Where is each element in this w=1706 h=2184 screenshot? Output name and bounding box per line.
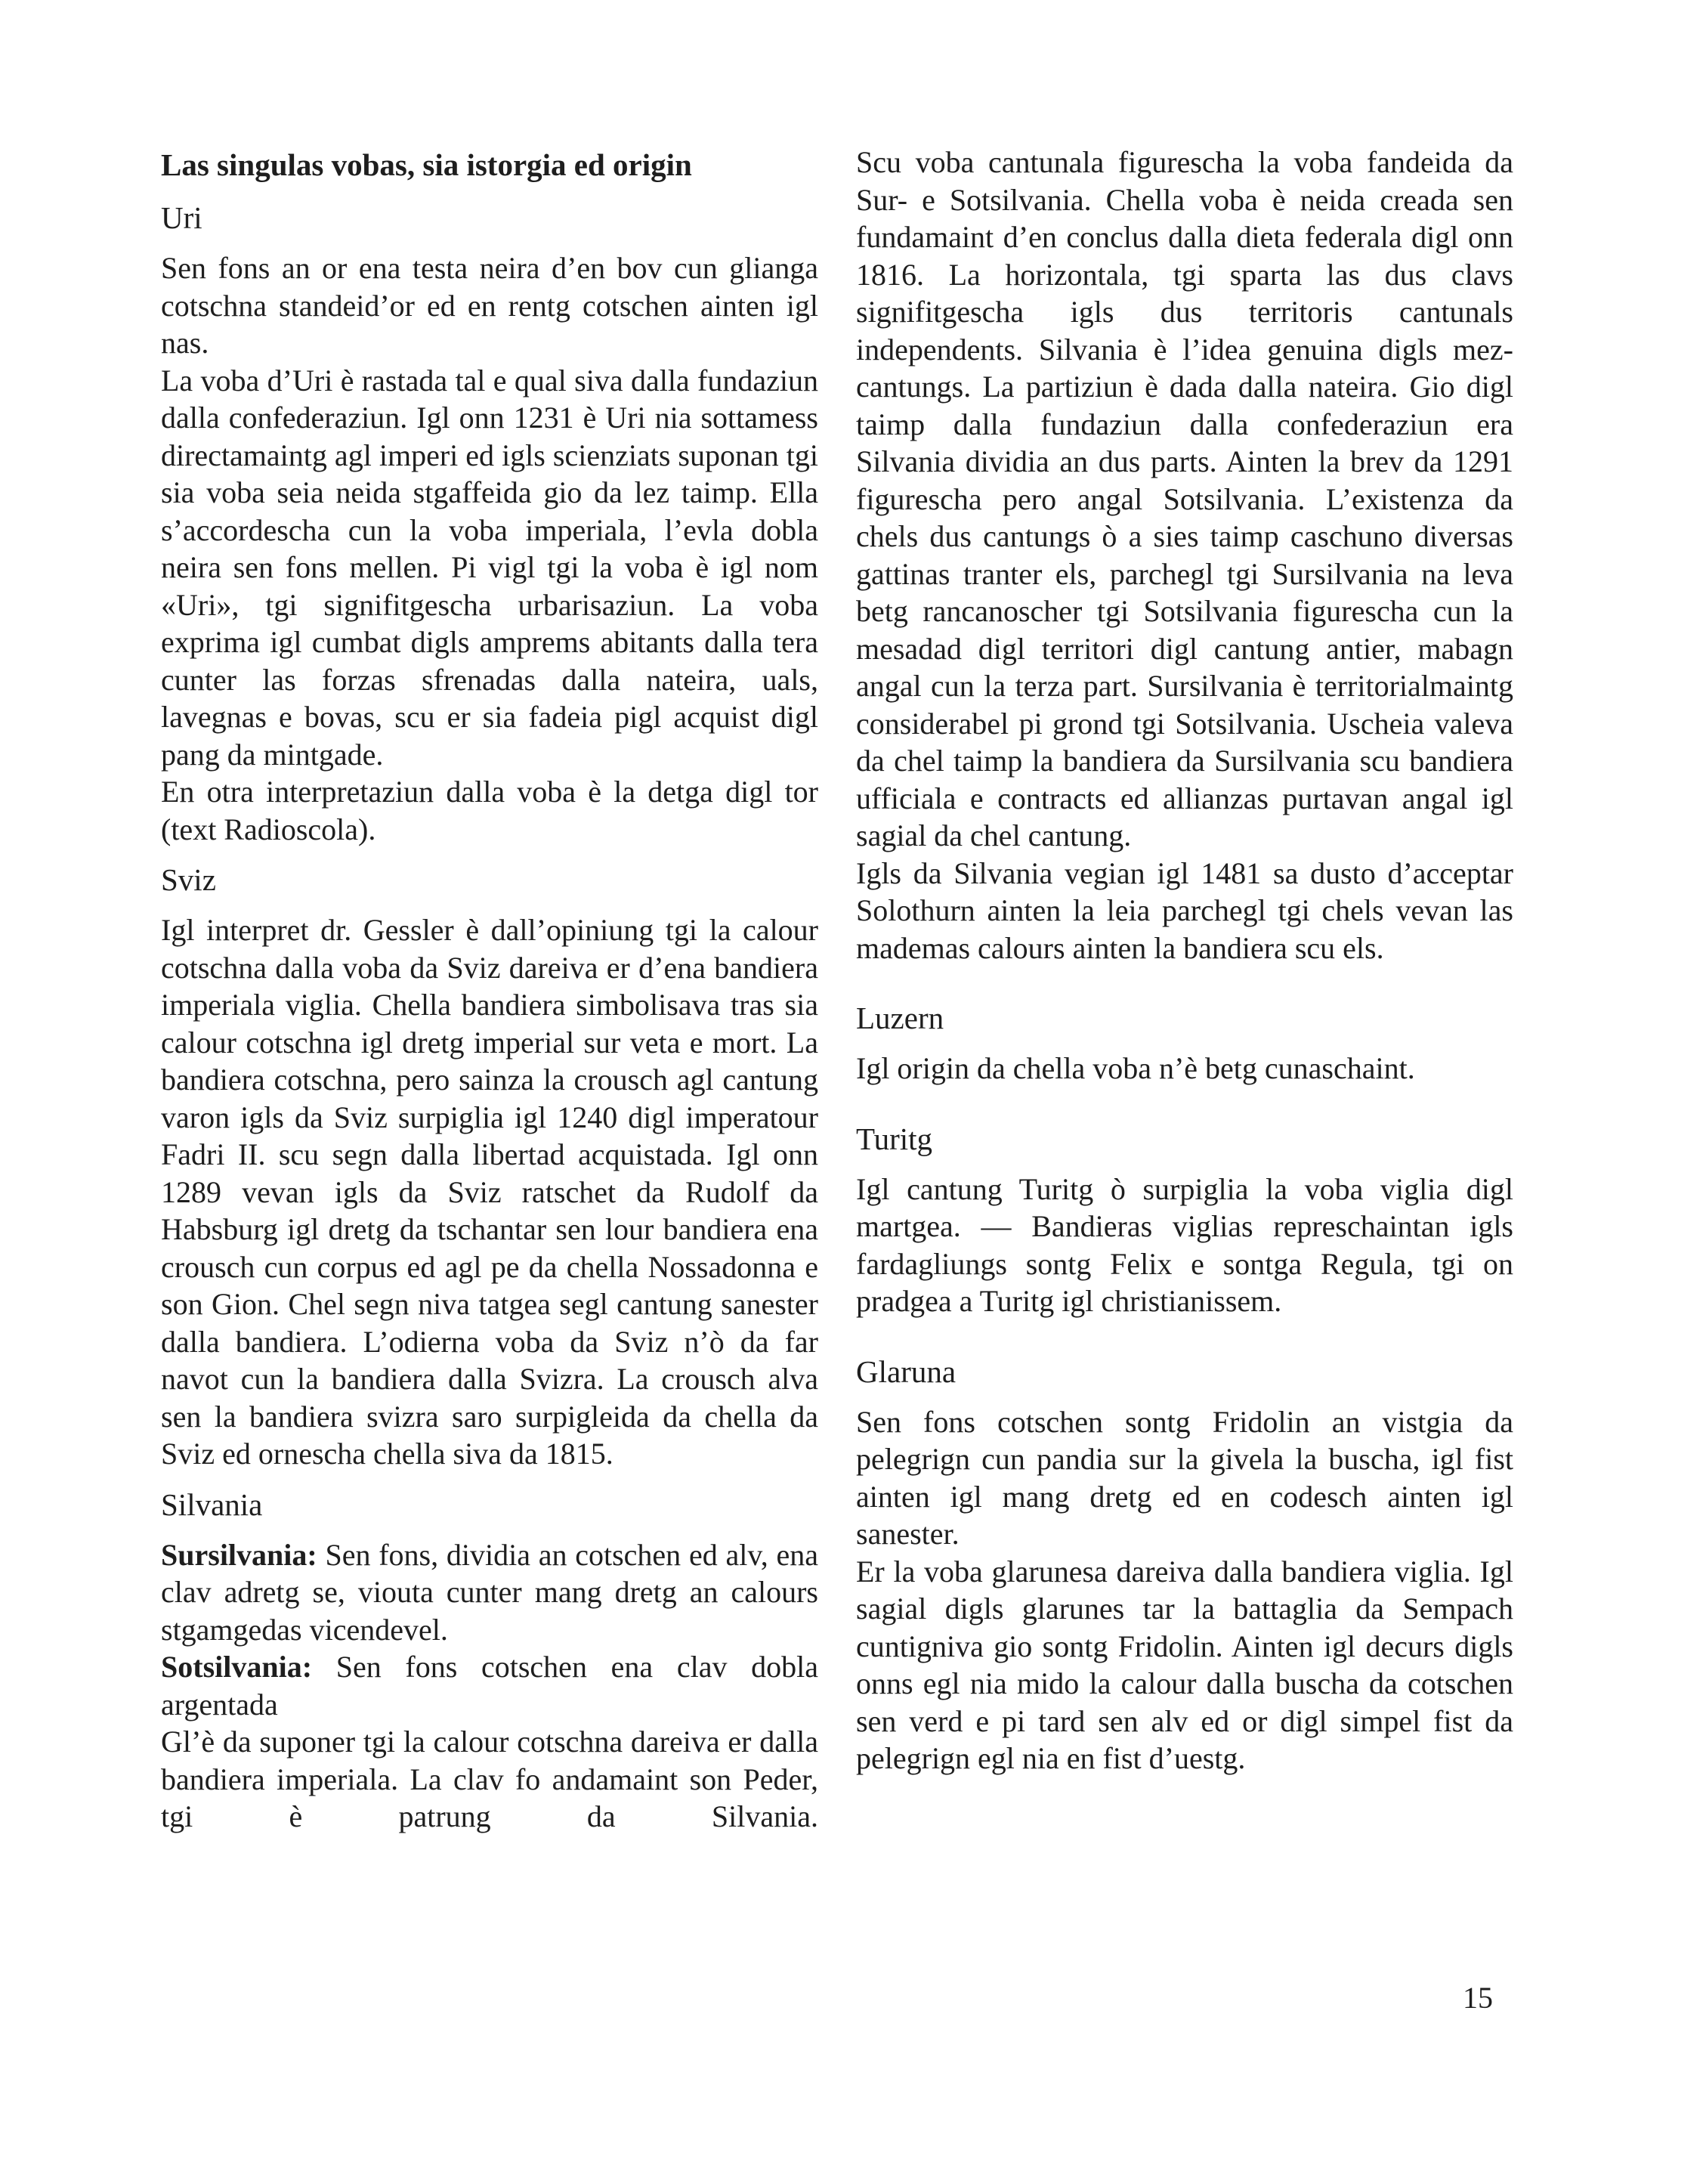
sotsilvania-text: Sen fons cotschen ena clav dobla argentada — [161, 1650, 818, 1722]
paragraph: Gl’è da suponer tgi la calour cotschna dareiva er dalla bandiera imperiala. La clav fo andamaint son Peder, tgi è patrung da Silvania. — [161, 1725, 818, 1833]
sursilvania-label: Sursilvania: — [161, 1537, 317, 1572]
right-column — [856, 144, 1513, 1777]
left-column — [161, 144, 818, 1836]
section-heading-glaruna: Glaruna — [856, 1353, 957, 1389]
section-heading-turitg: Turitg — [856, 1121, 933, 1156]
paragraph: Er la voba glarunesa dareiva dalla bandiera viglia. Igl sagial digls glarunes tar la battaglia da Sempach cuntigniva gio sontg Fridolin. Ainten igl decurs digls onns egl nia mido la calour dalla buscha da cotschen sen verd e pi tard sen alv ed or digl simpel fist da pelegrign egl nia en fist d’uestg. — [856, 1554, 1513, 1775]
sotsilvania-label: Sotsilvania: — [161, 1650, 313, 1684]
paragraph-sursilvania — [161, 1536, 818, 1649]
paragraph: Igls da Silvania vegian igl 1481 sa dusto d’acceptar Solothurn ainten la leia parchegl tgi chels vevan las mademas calours ainten la bandiera scu els. — [856, 855, 1513, 965]
section-heading-luzern: Luzern — [856, 1001, 944, 1035]
paragraph: Igl cantung Turitg ò surpiglia la voba viglia digl martgea. — Bandieras viglias represchaintan igls fardagliungs sontg Felix e sontga Regula, tgi on pradgea a Turitg igl christianissem. — [856, 1171, 1513, 1318]
section-heading-silvania: Silvania — [161, 1486, 263, 1522]
paragraph: Igl interpret dr. Gessler è dall’opiniung tgi la calour cotschna dalla voba da Sviz dareiva er d’ena bandiera imperiala viglia. Chella bandiera simbolisava tras sia calour cotschna igl dretg imperial sur veta e mort. La bandiera cotschna, pero sainza la crousch agl cantung varon igls da Sviz surpiglia igl 1240 digl imperatour Fadri II. scu segn dalla libertad acquistada. Igl onn 1289 vevan igls da Sviz ratschet da Rudolf da Habsburg igl dretg da tschantar sen lour bandiera ena crousch cun corpus ed agl pe da chella Nossadonna e son Gion. Chel segn niva tatgea segl cantung sanester dalla bandiera. L’odierna voba da Sviz n’ò da far navot cun la bandiera dalla Svizra. La crousch alva sen la bandiera svizra saro surpigleida da chella da Sviz ed ornescha chella siva da 1815. — [161, 913, 818, 1471]
page-title: Las singulas vobas, sia istorgia ed origin — [161, 147, 692, 182]
paragraph: Igl origin da chella voba n’è betg cunaschaint. — [856, 1051, 1415, 1085]
page-number: 15 — [1463, 1981, 1493, 2015]
paragraph: Sen fons an or ena testa neira d’en bov cun glianga cotschna standeid’or ed en rentg cotschen ainten igl nas. — [161, 251, 818, 360]
paragraph: Sen fons cotschen sontg Fridolin an vistgia da pelegrign cun pandia sur la givela la buscha, igl fist ainten igl mang dretg ed en codesch ainten igl sanester. — [856, 1404, 1513, 1551]
section-heading-sviz: Sviz — [161, 862, 216, 897]
paragraph: La voba d’Uri è rastada tal e qual siva dalla fundaziun dalla confederaziun. Igl onn 1231 è Uri nia sottamess directamaintg agl imperi ed igls scienziats suponan tgi sia voba seia neida stgaffeida gio da lez taimp. Ella s’accordescha cun la voba imperiala, l’evla dobla neira sen fons mellen. Pi vigl tgi la voba è igl nom «Uri», tgi signifitgescha urbarisaziun. La voba exprima igl cumbat digls amprems abitants dalla tera cunter las forzas sfrenadas dalla nateira, uals, lavegnas e bovas, scu er sia fadeia pigl acquist digl pang da mintgade. — [161, 363, 818, 772]
paragraph-sotsilvania — [161, 1648, 818, 1723]
sursilvania-text: Sen fons, dividia an cotschen ed alv, ena clav adretg se, viouta cunter mang dretg an calours stgamgedas vicendevel. — [161, 1537, 818, 1647]
paragraph: En otra interpretaziun dalla voba è la detga digl tor (text Radioscola). — [161, 775, 818, 846]
section-heading-uri: Uri — [161, 200, 202, 235]
paragraph: Scu voba cantunala figurescha la voba fandeida da Sur- e Sotsilvania. Chella voba è neida creada sen fundamaint d’en conclus dalla dieta federala digl onn 1816. La horizontala, tgi sparta las dus clavs signifitgescha igls dus territoris cantunals independents. Silvania è l’idea genuina digls mez-cantungs. La partiziun è dada dalla nateira. Gio digl taimp dalla fundaziun dalla confederaziun era Silvania dividia an dus parts. Ainten la brev da 1291 figurescha pero angal Sotsilvania. L’existenza da chels dus cantungs ò a sies taimp caschuno diversas gattinas tranter els, parchegl tgi Sursilvania na leva betg rancanoscher tgi Sotsilvania figurescha cun la mesadad digl territori digl cantung antier, mabagn angal cun la terza part. Sursilvania è territorialmaintg considerabel pi grond tgi Sotsilvania. Uscheia valeva da chel taimp la bandiera da Sursilvania scu bandiera ufficiala e contracts ed allianzas purtavan angal igl sagial da chel cantung. — [856, 145, 1513, 852]
